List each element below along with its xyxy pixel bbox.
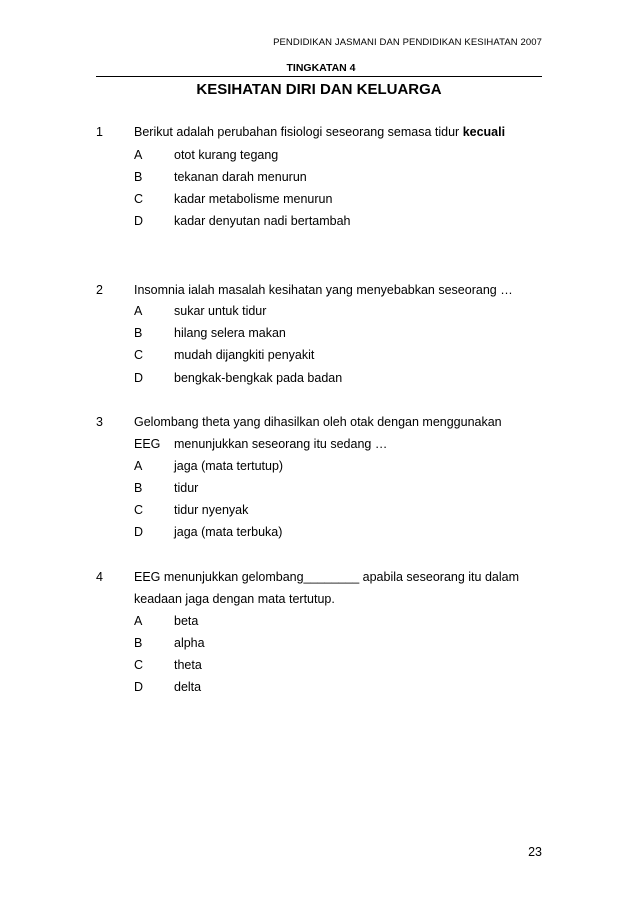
- question-stem-text: Berikut adalah perubahan fisiologi seseorang semasa tidur: [134, 125, 460, 139]
- option-text: mudah dijangkiti penyakit: [174, 348, 315, 362]
- option-text: kadar metabolisme menurun: [174, 192, 333, 206]
- option-letter: A: [134, 304, 143, 318]
- option-letter: B: [134, 481, 143, 495]
- option-letter: D: [134, 371, 144, 385]
- option-letter: B: [134, 326, 143, 340]
- option-letter: D: [134, 214, 144, 228]
- option-letter: C: [134, 348, 144, 362]
- option-text: tekanan darah menurun: [174, 170, 307, 184]
- option-letter: B: [134, 636, 143, 650]
- subject-header: PENDIDIKAN JASMANI DAN PENDIDIKAN KESIHATAN 2007: [273, 37, 542, 48]
- option-text: sukar untuk tidur: [174, 304, 267, 318]
- option-text: jaga (mata terbuka): [174, 525, 283, 539]
- option-text: beta: [174, 614, 199, 628]
- question-stem: EEG menunjukkan gelombang________ apabila seseorang itu dalam: [134, 570, 519, 584]
- page-title: KESIHATAN DIRI DAN KELUARGA: [196, 81, 442, 98]
- question-stem-lead: EEG: [134, 437, 161, 451]
- option-text: tidur: [174, 481, 199, 495]
- option-text: otot kurang tegang: [174, 148, 279, 162]
- question-number: 1: [96, 125, 103, 139]
- question-stem: Insomnia ialah masalah kesihatan yang menyebabkan seseorang …: [134, 283, 513, 297]
- option-letter: A: [134, 459, 143, 473]
- option-letter: C: [134, 192, 144, 206]
- option-text: hilang selera makan: [174, 326, 286, 340]
- option-letter: C: [134, 658, 144, 672]
- question-number: 2: [96, 283, 103, 297]
- option-text: tidur nyenyak: [174, 503, 249, 517]
- option-text: jaga (mata tertutup): [174, 459, 284, 473]
- option-letter: D: [134, 680, 144, 694]
- question-stem-continuation: menunjukkan seseorang itu sedang …: [174, 437, 388, 451]
- option-letter: A: [134, 148, 143, 162]
- option-text: bengkak-bengkak pada badan: [174, 371, 343, 385]
- option-letter: B: [134, 170, 143, 184]
- form-level: TINGKATAN 4: [286, 62, 356, 74]
- page-number: 23: [528, 845, 542, 859]
- option-text: theta: [174, 658, 202, 672]
- header-rule: [96, 76, 542, 77]
- option-text: kadar denyutan nadi bertambah: [174, 214, 351, 228]
- question-stem-emphasis: kecuali: [462, 125, 506, 139]
- option-text: alpha: [174, 636, 205, 650]
- option-letter: D: [134, 525, 144, 539]
- option-letter: A: [134, 614, 143, 628]
- option-letter: C: [134, 503, 144, 517]
- question-stem: [134, 123, 505, 141]
- option-text: delta: [174, 680, 202, 694]
- question-stem: Gelombang theta yang dihasilkan oleh otak dengan menggunakan: [134, 415, 502, 429]
- question-number: 3: [96, 415, 103, 429]
- question-number: 4: [96, 570, 103, 584]
- question-stem-continuation: keadaan jaga dengan mata tertutup.: [134, 592, 335, 606]
